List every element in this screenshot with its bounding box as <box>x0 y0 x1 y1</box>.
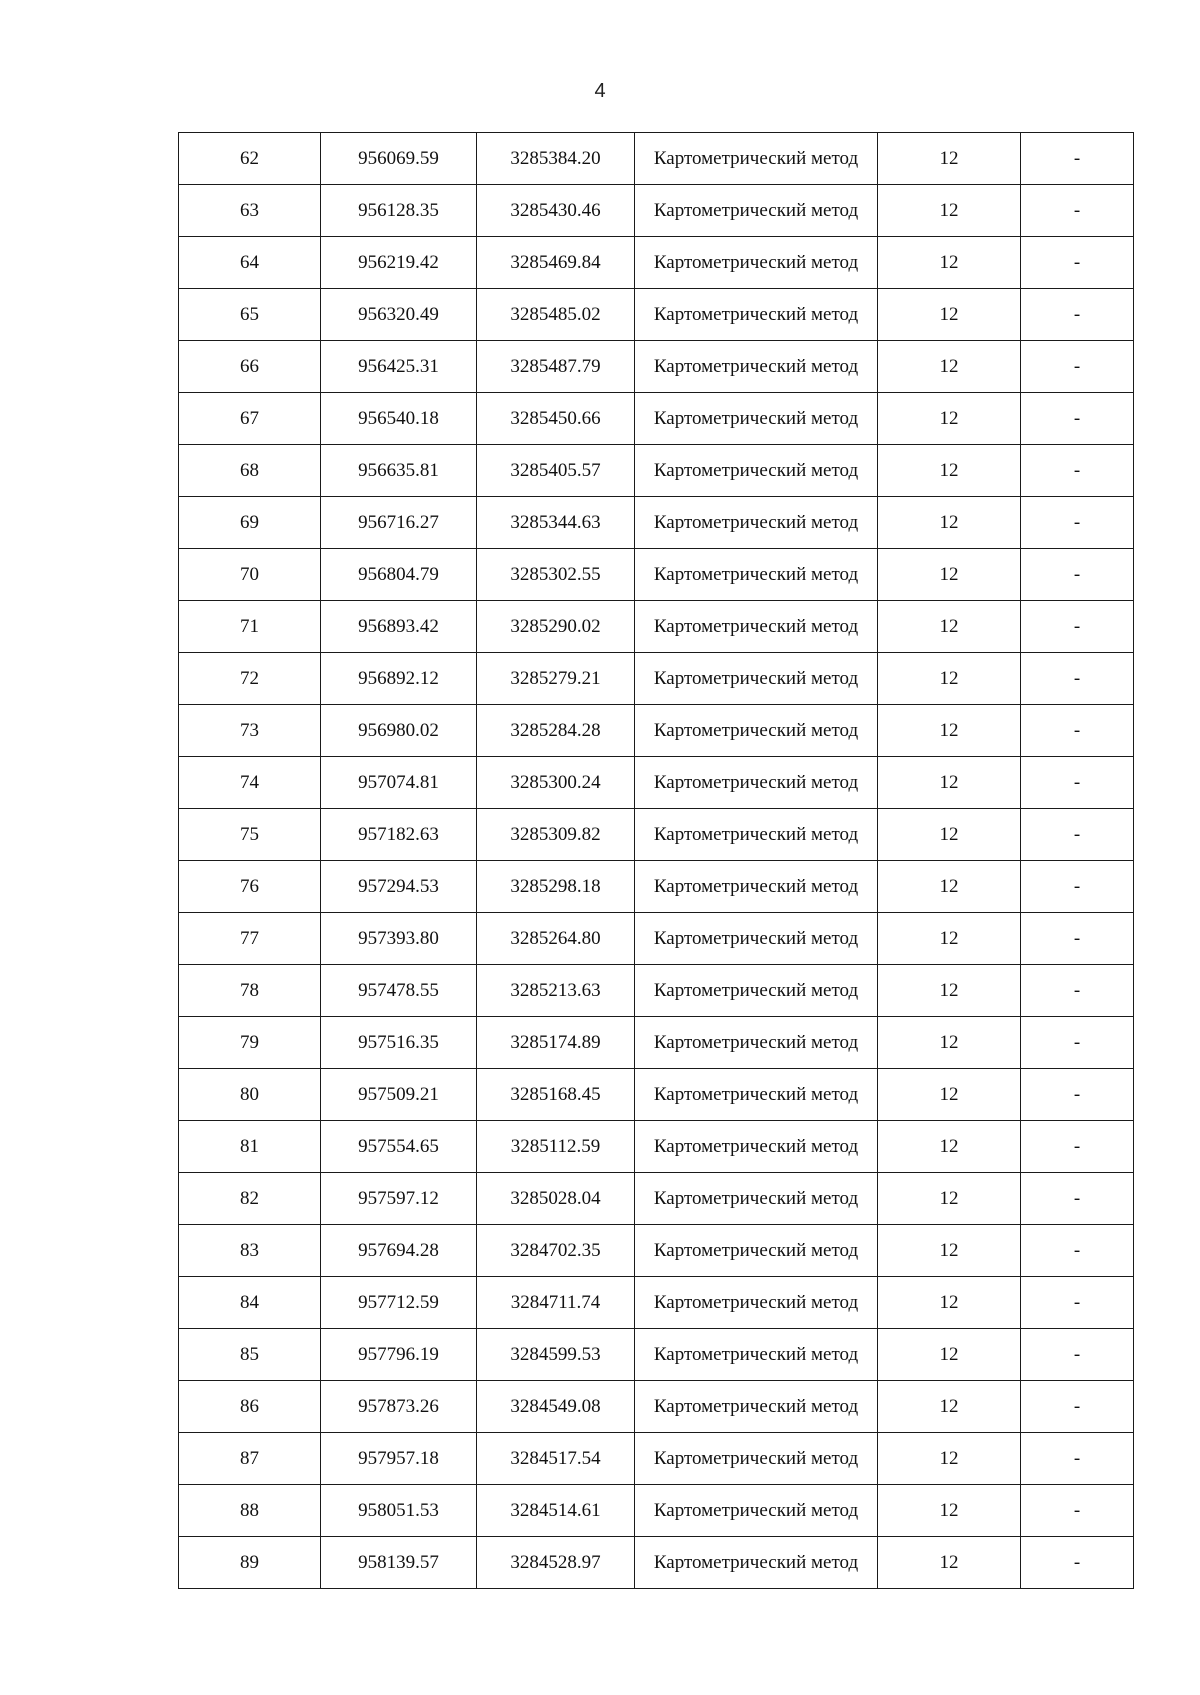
x-coordinate-cell: 956069.59 <box>321 133 477 185</box>
x-coordinate-cell: 957554.65 <box>321 1121 477 1173</box>
method-cell: Картометрический метод <box>635 1329 878 1381</box>
accuracy-cell: 12 <box>878 1329 1021 1381</box>
x-coordinate-cell: 957796.19 <box>321 1329 477 1381</box>
table-row <box>179 1017 1134 1069</box>
x-coordinate-cell: 957694.28 <box>321 1225 477 1277</box>
accuracy-cell: 12 <box>878 705 1021 757</box>
coordinates-table-body <box>179 133 1134 1589</box>
point-number-cell: 80 <box>179 1069 321 1121</box>
note-cell: - <box>1021 965 1134 1017</box>
method-cell: Картометрический метод <box>635 861 878 913</box>
accuracy-cell: 12 <box>878 341 1021 393</box>
method-cell: Картометрический метод <box>635 1433 878 1485</box>
accuracy-cell: 12 <box>878 133 1021 185</box>
note-cell: - <box>1021 289 1134 341</box>
y-coordinate-cell: 3284702.35 <box>477 1225 635 1277</box>
point-number-cell: 82 <box>179 1173 321 1225</box>
accuracy-cell: 12 <box>878 965 1021 1017</box>
table-row <box>179 601 1134 653</box>
y-coordinate-cell: 3284599.53 <box>477 1329 635 1381</box>
point-number-cell: 71 <box>179 601 321 653</box>
accuracy-cell: 12 <box>878 1173 1021 1225</box>
y-coordinate-cell: 3285300.24 <box>477 757 635 809</box>
x-coordinate-cell: 957509.21 <box>321 1069 477 1121</box>
method-cell: Картометрический метод <box>635 237 878 289</box>
y-coordinate-cell: 3285284.28 <box>477 705 635 757</box>
x-coordinate-cell: 956128.35 <box>321 185 477 237</box>
accuracy-cell: 12 <box>878 393 1021 445</box>
note-cell: - <box>1021 861 1134 913</box>
method-cell: Картометрический метод <box>635 653 878 705</box>
point-number-cell: 78 <box>179 965 321 1017</box>
method-cell: Картометрический метод <box>635 1017 878 1069</box>
point-number-cell: 81 <box>179 1121 321 1173</box>
note-cell: - <box>1021 1017 1134 1069</box>
x-coordinate-cell: 957393.80 <box>321 913 477 965</box>
accuracy-cell: 12 <box>878 1485 1021 1537</box>
point-number-cell: 85 <box>179 1329 321 1381</box>
note-cell: - <box>1021 1225 1134 1277</box>
point-number-cell: 86 <box>179 1381 321 1433</box>
point-number-cell: 65 <box>179 289 321 341</box>
y-coordinate-cell: 3284549.08 <box>477 1381 635 1433</box>
y-coordinate-cell: 3285264.80 <box>477 913 635 965</box>
y-coordinate-cell: 3285112.59 <box>477 1121 635 1173</box>
y-coordinate-cell: 3285168.45 <box>477 1069 635 1121</box>
table-row <box>179 497 1134 549</box>
note-cell: - <box>1021 133 1134 185</box>
point-number-cell: 79 <box>179 1017 321 1069</box>
y-coordinate-cell: 3285309.82 <box>477 809 635 861</box>
table-row <box>179 861 1134 913</box>
note-cell: - <box>1021 1329 1134 1381</box>
method-cell: Картометрический метод <box>635 289 878 341</box>
note-cell: - <box>1021 393 1134 445</box>
accuracy-cell: 12 <box>878 601 1021 653</box>
y-coordinate-cell: 3285384.20 <box>477 133 635 185</box>
accuracy-cell: 12 <box>878 1433 1021 1485</box>
accuracy-cell: 12 <box>878 653 1021 705</box>
point-number-cell: 76 <box>179 861 321 913</box>
point-number-cell: 68 <box>179 445 321 497</box>
point-number-cell: 74 <box>179 757 321 809</box>
x-coordinate-cell: 956219.42 <box>321 237 477 289</box>
accuracy-cell: 12 <box>878 289 1021 341</box>
accuracy-cell: 12 <box>878 757 1021 809</box>
y-coordinate-cell: 3285213.63 <box>477 965 635 1017</box>
table-row <box>179 1433 1134 1485</box>
x-coordinate-cell: 957294.53 <box>321 861 477 913</box>
point-number-cell: 77 <box>179 913 321 965</box>
point-number-cell: 75 <box>179 809 321 861</box>
y-coordinate-cell: 3285298.18 <box>477 861 635 913</box>
table-row <box>179 185 1134 237</box>
point-number-cell: 73 <box>179 705 321 757</box>
method-cell: Картометрический метод <box>635 1485 878 1537</box>
x-coordinate-cell: 956980.02 <box>321 705 477 757</box>
point-number-cell: 63 <box>179 185 321 237</box>
table-row <box>179 1381 1134 1433</box>
note-cell: - <box>1021 1277 1134 1329</box>
method-cell: Картометрический метод <box>635 341 878 393</box>
note-cell: - <box>1021 601 1134 653</box>
accuracy-cell: 12 <box>878 1277 1021 1329</box>
y-coordinate-cell: 3285485.02 <box>477 289 635 341</box>
method-cell: Картометрический метод <box>635 913 878 965</box>
method-cell: Картометрический метод <box>635 1381 878 1433</box>
coordinates-table <box>178 132 1134 1589</box>
accuracy-cell: 12 <box>878 809 1021 861</box>
point-number-cell: 70 <box>179 549 321 601</box>
point-number-cell: 87 <box>179 1433 321 1485</box>
y-coordinate-cell: 3285430.46 <box>477 185 635 237</box>
x-coordinate-cell: 957478.55 <box>321 965 477 1017</box>
note-cell: - <box>1021 1173 1134 1225</box>
x-coordinate-cell: 958051.53 <box>321 1485 477 1537</box>
table-row <box>179 913 1134 965</box>
point-number-cell: 72 <box>179 653 321 705</box>
note-cell: - <box>1021 809 1134 861</box>
x-coordinate-cell: 957182.63 <box>321 809 477 861</box>
y-coordinate-cell: 3285487.79 <box>477 341 635 393</box>
y-coordinate-cell: 3285290.02 <box>477 601 635 653</box>
method-cell: Картометрический метод <box>635 185 878 237</box>
table-row <box>179 705 1134 757</box>
note-cell: - <box>1021 237 1134 289</box>
table-row <box>179 341 1134 393</box>
method-cell: Картометрический метод <box>635 601 878 653</box>
accuracy-cell: 12 <box>878 1381 1021 1433</box>
note-cell: - <box>1021 757 1134 809</box>
note-cell: - <box>1021 1069 1134 1121</box>
table-row <box>179 1069 1134 1121</box>
method-cell: Картометрический метод <box>635 445 878 497</box>
table-row <box>179 653 1134 705</box>
x-coordinate-cell: 956892.12 <box>321 653 477 705</box>
x-coordinate-cell: 956540.18 <box>321 393 477 445</box>
accuracy-cell: 12 <box>878 237 1021 289</box>
method-cell: Картометрический метод <box>635 1537 878 1589</box>
table-row <box>179 965 1134 1017</box>
point-number-cell: 66 <box>179 341 321 393</box>
x-coordinate-cell: 957074.81 <box>321 757 477 809</box>
method-cell: Картометрический метод <box>635 393 878 445</box>
note-cell: - <box>1021 185 1134 237</box>
note-cell: - <box>1021 1537 1134 1589</box>
table-row <box>179 1277 1134 1329</box>
accuracy-cell: 12 <box>878 497 1021 549</box>
table-row <box>179 393 1134 445</box>
y-coordinate-cell: 3284528.97 <box>477 1537 635 1589</box>
table-row <box>179 445 1134 497</box>
y-coordinate-cell: 3285174.89 <box>477 1017 635 1069</box>
x-coordinate-cell: 957957.18 <box>321 1433 477 1485</box>
note-cell: - <box>1021 445 1134 497</box>
x-coordinate-cell: 956425.31 <box>321 341 477 393</box>
y-coordinate-cell: 3284711.74 <box>477 1277 635 1329</box>
note-cell: - <box>1021 653 1134 705</box>
method-cell: Картометрический метод <box>635 133 878 185</box>
accuracy-cell: 12 <box>878 913 1021 965</box>
point-number-cell: 84 <box>179 1277 321 1329</box>
point-number-cell: 89 <box>179 1537 321 1589</box>
table-row <box>179 1329 1134 1381</box>
point-number-cell: 62 <box>179 133 321 185</box>
table-row <box>179 1225 1134 1277</box>
note-cell: - <box>1021 1121 1134 1173</box>
note-cell: - <box>1021 1485 1134 1537</box>
accuracy-cell: 12 <box>878 1017 1021 1069</box>
accuracy-cell: 12 <box>878 549 1021 601</box>
table-row <box>179 757 1134 809</box>
table-row <box>179 1121 1134 1173</box>
method-cell: Картометрический метод <box>635 1069 878 1121</box>
note-cell: - <box>1021 705 1134 757</box>
table-row <box>179 289 1134 341</box>
x-coordinate-cell: 956320.49 <box>321 289 477 341</box>
method-cell: Картометрический метод <box>635 497 878 549</box>
note-cell: - <box>1021 497 1134 549</box>
x-coordinate-cell: 956804.79 <box>321 549 477 601</box>
table-row <box>179 549 1134 601</box>
table-row <box>179 1173 1134 1225</box>
point-number-cell: 83 <box>179 1225 321 1277</box>
page-number: 4 <box>594 80 606 102</box>
accuracy-cell: 12 <box>878 1225 1021 1277</box>
table-row <box>179 809 1134 861</box>
point-number-cell: 69 <box>179 497 321 549</box>
method-cell: Картометрический метод <box>635 1277 878 1329</box>
note-cell: - <box>1021 1381 1134 1433</box>
point-number-cell: 67 <box>179 393 321 445</box>
y-coordinate-cell: 3285469.84 <box>477 237 635 289</box>
x-coordinate-cell: 957712.59 <box>321 1277 477 1329</box>
y-coordinate-cell: 3285279.21 <box>477 653 635 705</box>
y-coordinate-cell: 3285302.55 <box>477 549 635 601</box>
accuracy-cell: 12 <box>878 1537 1021 1589</box>
accuracy-cell: 12 <box>878 1121 1021 1173</box>
accuracy-cell: 12 <box>878 861 1021 913</box>
method-cell: Картометрический метод <box>635 549 878 601</box>
method-cell: Картометрический метод <box>635 757 878 809</box>
x-coordinate-cell: 956716.27 <box>321 497 477 549</box>
method-cell: Картометрический метод <box>635 1173 878 1225</box>
y-coordinate-cell: 3285344.63 <box>477 497 635 549</box>
method-cell: Картометрический метод <box>635 1121 878 1173</box>
note-cell: - <box>1021 549 1134 601</box>
x-coordinate-cell: 957597.12 <box>321 1173 477 1225</box>
method-cell: Картометрический метод <box>635 705 878 757</box>
x-coordinate-cell: 957873.26 <box>321 1381 477 1433</box>
y-coordinate-cell: 3285405.57 <box>477 445 635 497</box>
accuracy-cell: 12 <box>878 445 1021 497</box>
table-row <box>179 133 1134 185</box>
accuracy-cell: 12 <box>878 1069 1021 1121</box>
method-cell: Картометрический метод <box>635 809 878 861</box>
table-row <box>179 237 1134 289</box>
point-number-cell: 64 <box>179 237 321 289</box>
y-coordinate-cell: 3285028.04 <box>477 1173 635 1225</box>
method-cell: Картометрический метод <box>635 1225 878 1277</box>
point-number-cell: 88 <box>179 1485 321 1537</box>
x-coordinate-cell: 956893.42 <box>321 601 477 653</box>
x-coordinate-cell: 956635.81 <box>321 445 477 497</box>
accuracy-cell: 12 <box>878 185 1021 237</box>
method-cell: Картометрический метод <box>635 965 878 1017</box>
x-coordinate-cell: 957516.35 <box>321 1017 477 1069</box>
y-coordinate-cell: 3284514.61 <box>477 1485 635 1537</box>
note-cell: - <box>1021 913 1134 965</box>
y-coordinate-cell: 3284517.54 <box>477 1433 635 1485</box>
note-cell: - <box>1021 341 1134 393</box>
table-row <box>179 1485 1134 1537</box>
x-coordinate-cell: 958139.57 <box>321 1537 477 1589</box>
table-row <box>179 1537 1134 1589</box>
note-cell: - <box>1021 1433 1134 1485</box>
y-coordinate-cell: 3285450.66 <box>477 393 635 445</box>
